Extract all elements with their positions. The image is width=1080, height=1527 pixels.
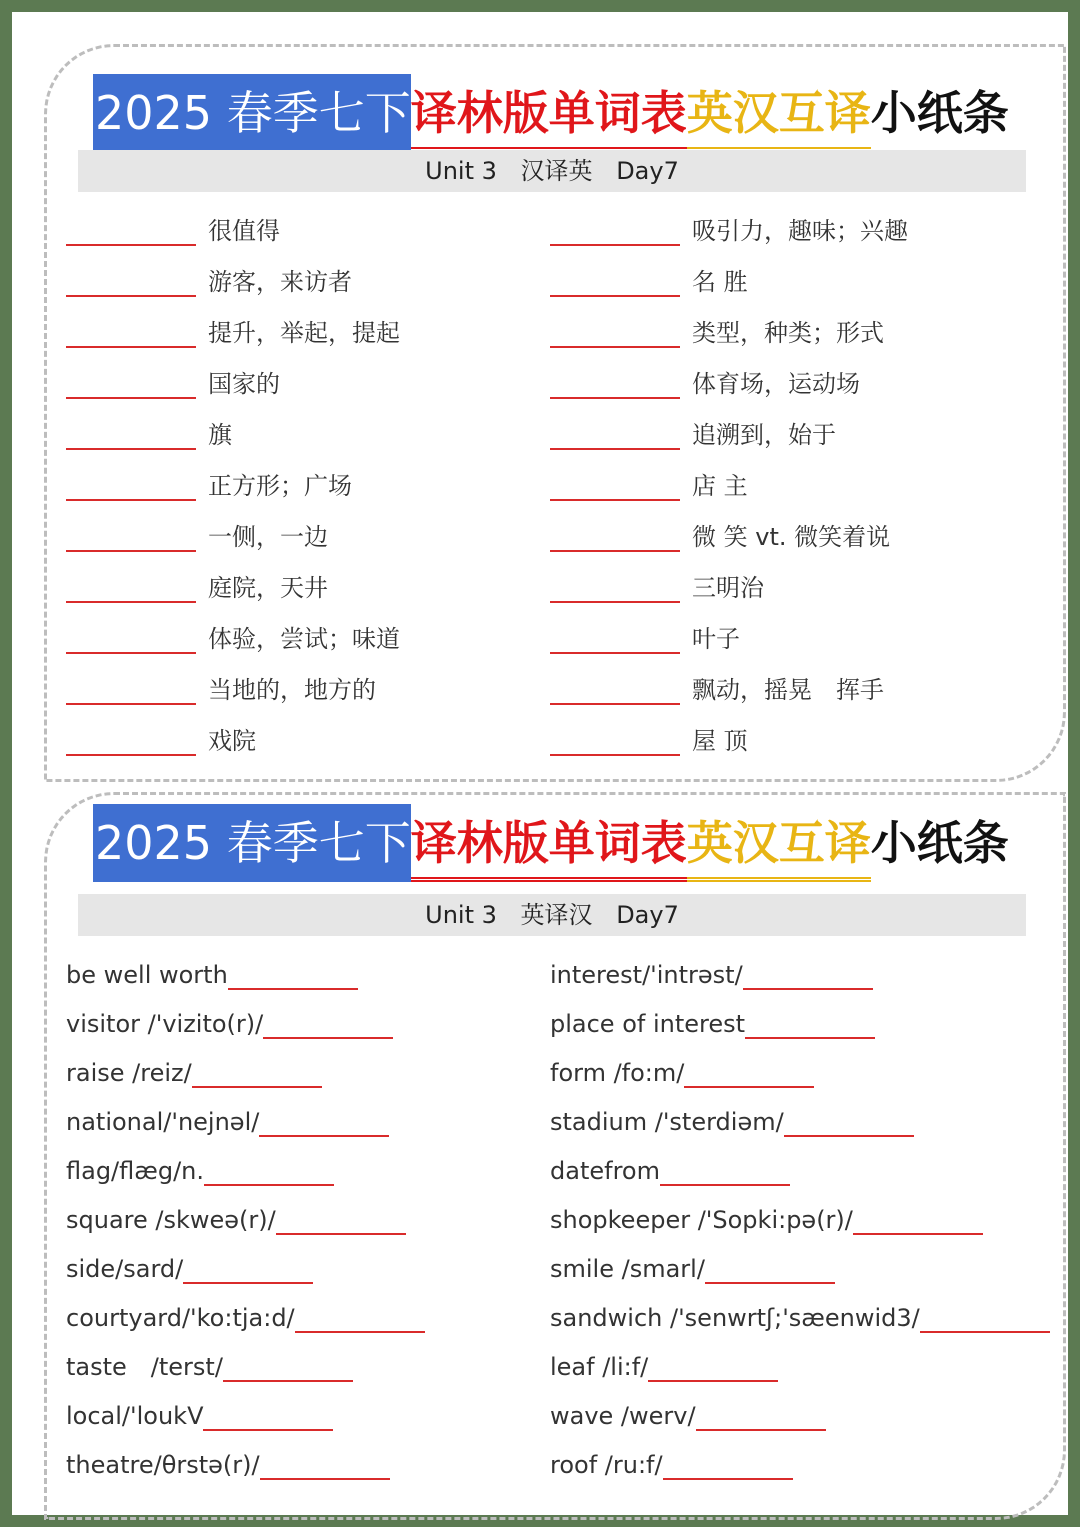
answer-blank[interactable] <box>853 1233 983 1235</box>
en-row <box>550 1152 790 1192</box>
cn-word: 三明治 <box>692 574 764 602</box>
cn-word: 一侧，一边 <box>208 523 328 551</box>
answer-blank[interactable] <box>660 1184 790 1186</box>
cn-word: 正方形；广场 <box>208 472 352 500</box>
answer-blank[interactable] <box>550 499 680 501</box>
cn-word: 游客，来访者 <box>208 268 352 296</box>
en-row <box>550 1005 875 1045</box>
en-row <box>66 1397 333 1437</box>
cn-row <box>550 416 836 456</box>
cn-word: 屋 顶 <box>692 727 748 755</box>
answer-blank[interactable] <box>663 1478 793 1480</box>
cn-word: 国家的 <box>208 370 280 398</box>
cn-row <box>66 314 400 354</box>
cn-row <box>550 212 908 252</box>
title-black: 小纸条 <box>870 86 1009 140</box>
en-row <box>66 1005 393 1045</box>
en-word: smile /smarl/ <box>550 1255 705 1283</box>
cn-row <box>550 314 884 354</box>
cn-word: 店 主 <box>692 472 748 500</box>
en-row <box>550 1201 983 1241</box>
answer-blank[interactable] <box>550 346 680 348</box>
title-yellow: 英汉互译 <box>687 804 871 882</box>
answer-blank[interactable] <box>550 754 680 756</box>
en-word: be well worth <box>66 961 228 989</box>
answer-blank[interactable] <box>66 703 196 705</box>
en-word: flag/flæg/n. <box>66 1157 204 1185</box>
en-row <box>66 1299 425 1339</box>
cn-row <box>66 365 280 405</box>
cn-row <box>550 722 748 762</box>
answer-blank[interactable] <box>204 1184 334 1186</box>
answer-blank[interactable] <box>228 988 358 990</box>
en-row <box>66 1152 334 1192</box>
answer-blank[interactable] <box>276 1233 406 1235</box>
answer-blank[interactable] <box>648 1380 778 1382</box>
answer-blank[interactable] <box>66 295 196 297</box>
answer-blank[interactable] <box>696 1429 826 1431</box>
en-row <box>550 1446 793 1486</box>
en-word: taste /terst/ <box>66 1353 223 1381</box>
cn-word: 飘动，摇晃 挥手 <box>692 676 884 704</box>
answer-blank[interactable] <box>259 1135 389 1137</box>
en-word: courtyard/'ko:tja:d/ <box>66 1304 295 1332</box>
en-row <box>550 956 873 996</box>
en-word: visitor /'vizito(r)/ <box>66 1010 264 1038</box>
cn-row <box>550 263 748 303</box>
unit-label: Unit 3 <box>425 157 497 185</box>
answer-blank[interactable] <box>66 346 196 348</box>
answer-blank[interactable] <box>66 601 196 603</box>
answer-blank[interactable] <box>183 1282 313 1284</box>
cn-row <box>66 467 352 507</box>
answer-blank[interactable] <box>66 448 196 450</box>
day-label: Day7 <box>616 901 679 929</box>
answer-blank[interactable] <box>550 397 680 399</box>
en-word: theatre/θrstə(r)/ <box>66 1451 260 1479</box>
cn-row <box>550 620 740 660</box>
cn-word: 吸引力，趣味；兴趣 <box>692 217 908 245</box>
cn-row <box>550 365 860 405</box>
en-row <box>550 1348 778 1388</box>
answer-blank[interactable] <box>550 703 680 705</box>
en-row <box>550 1250 835 1290</box>
answer-blank[interactable] <box>192 1086 322 1088</box>
cn-word: 提升，举起，提起 <box>208 319 400 347</box>
cn-word: 很值得 <box>208 217 280 245</box>
title-bottom <box>93 804 1009 882</box>
en-word: stadium /'sterdiəm/ <box>550 1108 784 1136</box>
title-year: 2025 春季七下 <box>93 74 411 152</box>
answer-blank[interactable] <box>550 652 680 654</box>
cn-word: 叶子 <box>692 625 740 653</box>
en-row <box>66 1250 313 1290</box>
answer-blank[interactable] <box>263 1037 393 1039</box>
cn-word: 微 笑 vt. 微笑着说 <box>692 523 891 551</box>
cn-row <box>66 518 328 558</box>
cn-word: 庭院，天井 <box>208 574 328 602</box>
cn-row <box>550 569 764 609</box>
answer-blank[interactable] <box>550 550 680 552</box>
unit-label: Unit 3 <box>425 901 497 929</box>
answer-blank[interactable] <box>66 754 196 756</box>
cn-row <box>66 569 328 609</box>
unit-bar-top <box>78 150 1026 192</box>
title-black: 小纸条 <box>870 816 1009 870</box>
answer-blank[interactable] <box>66 550 196 552</box>
cn-row <box>66 671 376 711</box>
cn-row <box>66 263 352 303</box>
en-word: shopkeeper /'Sopki:pə(r)/ <box>550 1206 853 1234</box>
en-row <box>66 956 358 996</box>
en-word: leaf /li:f/ <box>550 1353 649 1381</box>
cn-word: 戏院 <box>208 727 256 755</box>
mode-label: 汉译英 <box>520 157 593 185</box>
en-row <box>550 1054 814 1094</box>
answer-blank[interactable] <box>223 1380 353 1382</box>
answer-blank[interactable] <box>66 244 196 246</box>
answer-blank[interactable] <box>684 1086 814 1088</box>
en-word: side/sard/ <box>66 1255 184 1283</box>
cn-word: 类型，种类；形式 <box>692 319 884 347</box>
answer-blank[interactable] <box>784 1135 914 1137</box>
unit-bar-bottom <box>78 894 1026 936</box>
answer-blank[interactable] <box>550 448 680 450</box>
en-word: interest/'intrəst/ <box>550 961 743 989</box>
cn-word: 旗 <box>208 421 232 449</box>
en-row <box>550 1103 914 1143</box>
en-word: place of interest <box>550 1010 746 1038</box>
answer-blank[interactable] <box>203 1429 333 1431</box>
en-word: sandwich /'senwrtʃ;'sæenwid3/ <box>550 1304 920 1332</box>
answer-blank[interactable] <box>66 397 196 399</box>
cn-row <box>550 671 884 711</box>
answer-blank[interactable] <box>550 244 680 246</box>
en-word: raise /reiz/ <box>66 1059 192 1087</box>
en-row <box>66 1446 390 1486</box>
cn-row <box>66 620 400 660</box>
answer-blank[interactable] <box>550 295 680 297</box>
answer-blank[interactable] <box>295 1331 425 1333</box>
title-red: 译林版单词表 <box>411 804 687 882</box>
answer-blank[interactable] <box>745 1037 875 1039</box>
cn-word: 名 胜 <box>692 268 748 296</box>
answer-blank[interactable] <box>743 988 873 990</box>
title-yellow: 英汉互译 <box>687 74 871 152</box>
en-row <box>66 1054 322 1094</box>
answer-blank[interactable] <box>705 1282 835 1284</box>
en-row <box>550 1299 1050 1339</box>
worksheet <box>12 12 1068 1515</box>
cn-word: 追溯到，始于 <box>692 421 836 449</box>
en-word: datefrom <box>550 1157 660 1185</box>
answer-blank[interactable] <box>920 1331 1050 1333</box>
cn-row <box>550 467 748 507</box>
cn-row <box>550 518 890 558</box>
answer-blank[interactable] <box>66 652 196 654</box>
en-row <box>66 1348 353 1388</box>
cn-word: 体育场，运动场 <box>692 370 860 398</box>
en-row <box>66 1103 389 1143</box>
en-row <box>66 1201 406 1241</box>
answer-blank[interactable] <box>550 601 680 603</box>
title-red: 译林版单词表 <box>411 74 687 152</box>
en-row <box>550 1397 826 1437</box>
cn-word: 当地的，地方的 <box>208 676 376 704</box>
cn-row <box>66 416 232 456</box>
cn-row <box>66 212 280 252</box>
mode-label: 英译汉 <box>520 901 593 929</box>
en-word: national/'nejnəl/ <box>66 1108 260 1136</box>
title-top <box>93 74 1009 152</box>
en-word: square /skweə(r)/ <box>66 1206 276 1234</box>
en-word: wave /werv/ <box>550 1402 696 1430</box>
cn-row <box>66 722 256 762</box>
day-label: Day7 <box>616 157 679 185</box>
en-word: local/'loukV <box>66 1402 204 1430</box>
en-word: form /fo:m/ <box>550 1059 685 1087</box>
title-year: 2025 春季七下 <box>93 804 411 882</box>
en-word: roof /ru:f/ <box>550 1451 663 1479</box>
answer-blank[interactable] <box>260 1478 390 1480</box>
answer-blank[interactable] <box>66 499 196 501</box>
cn-word: 体验，尝试；味道 <box>208 625 400 653</box>
